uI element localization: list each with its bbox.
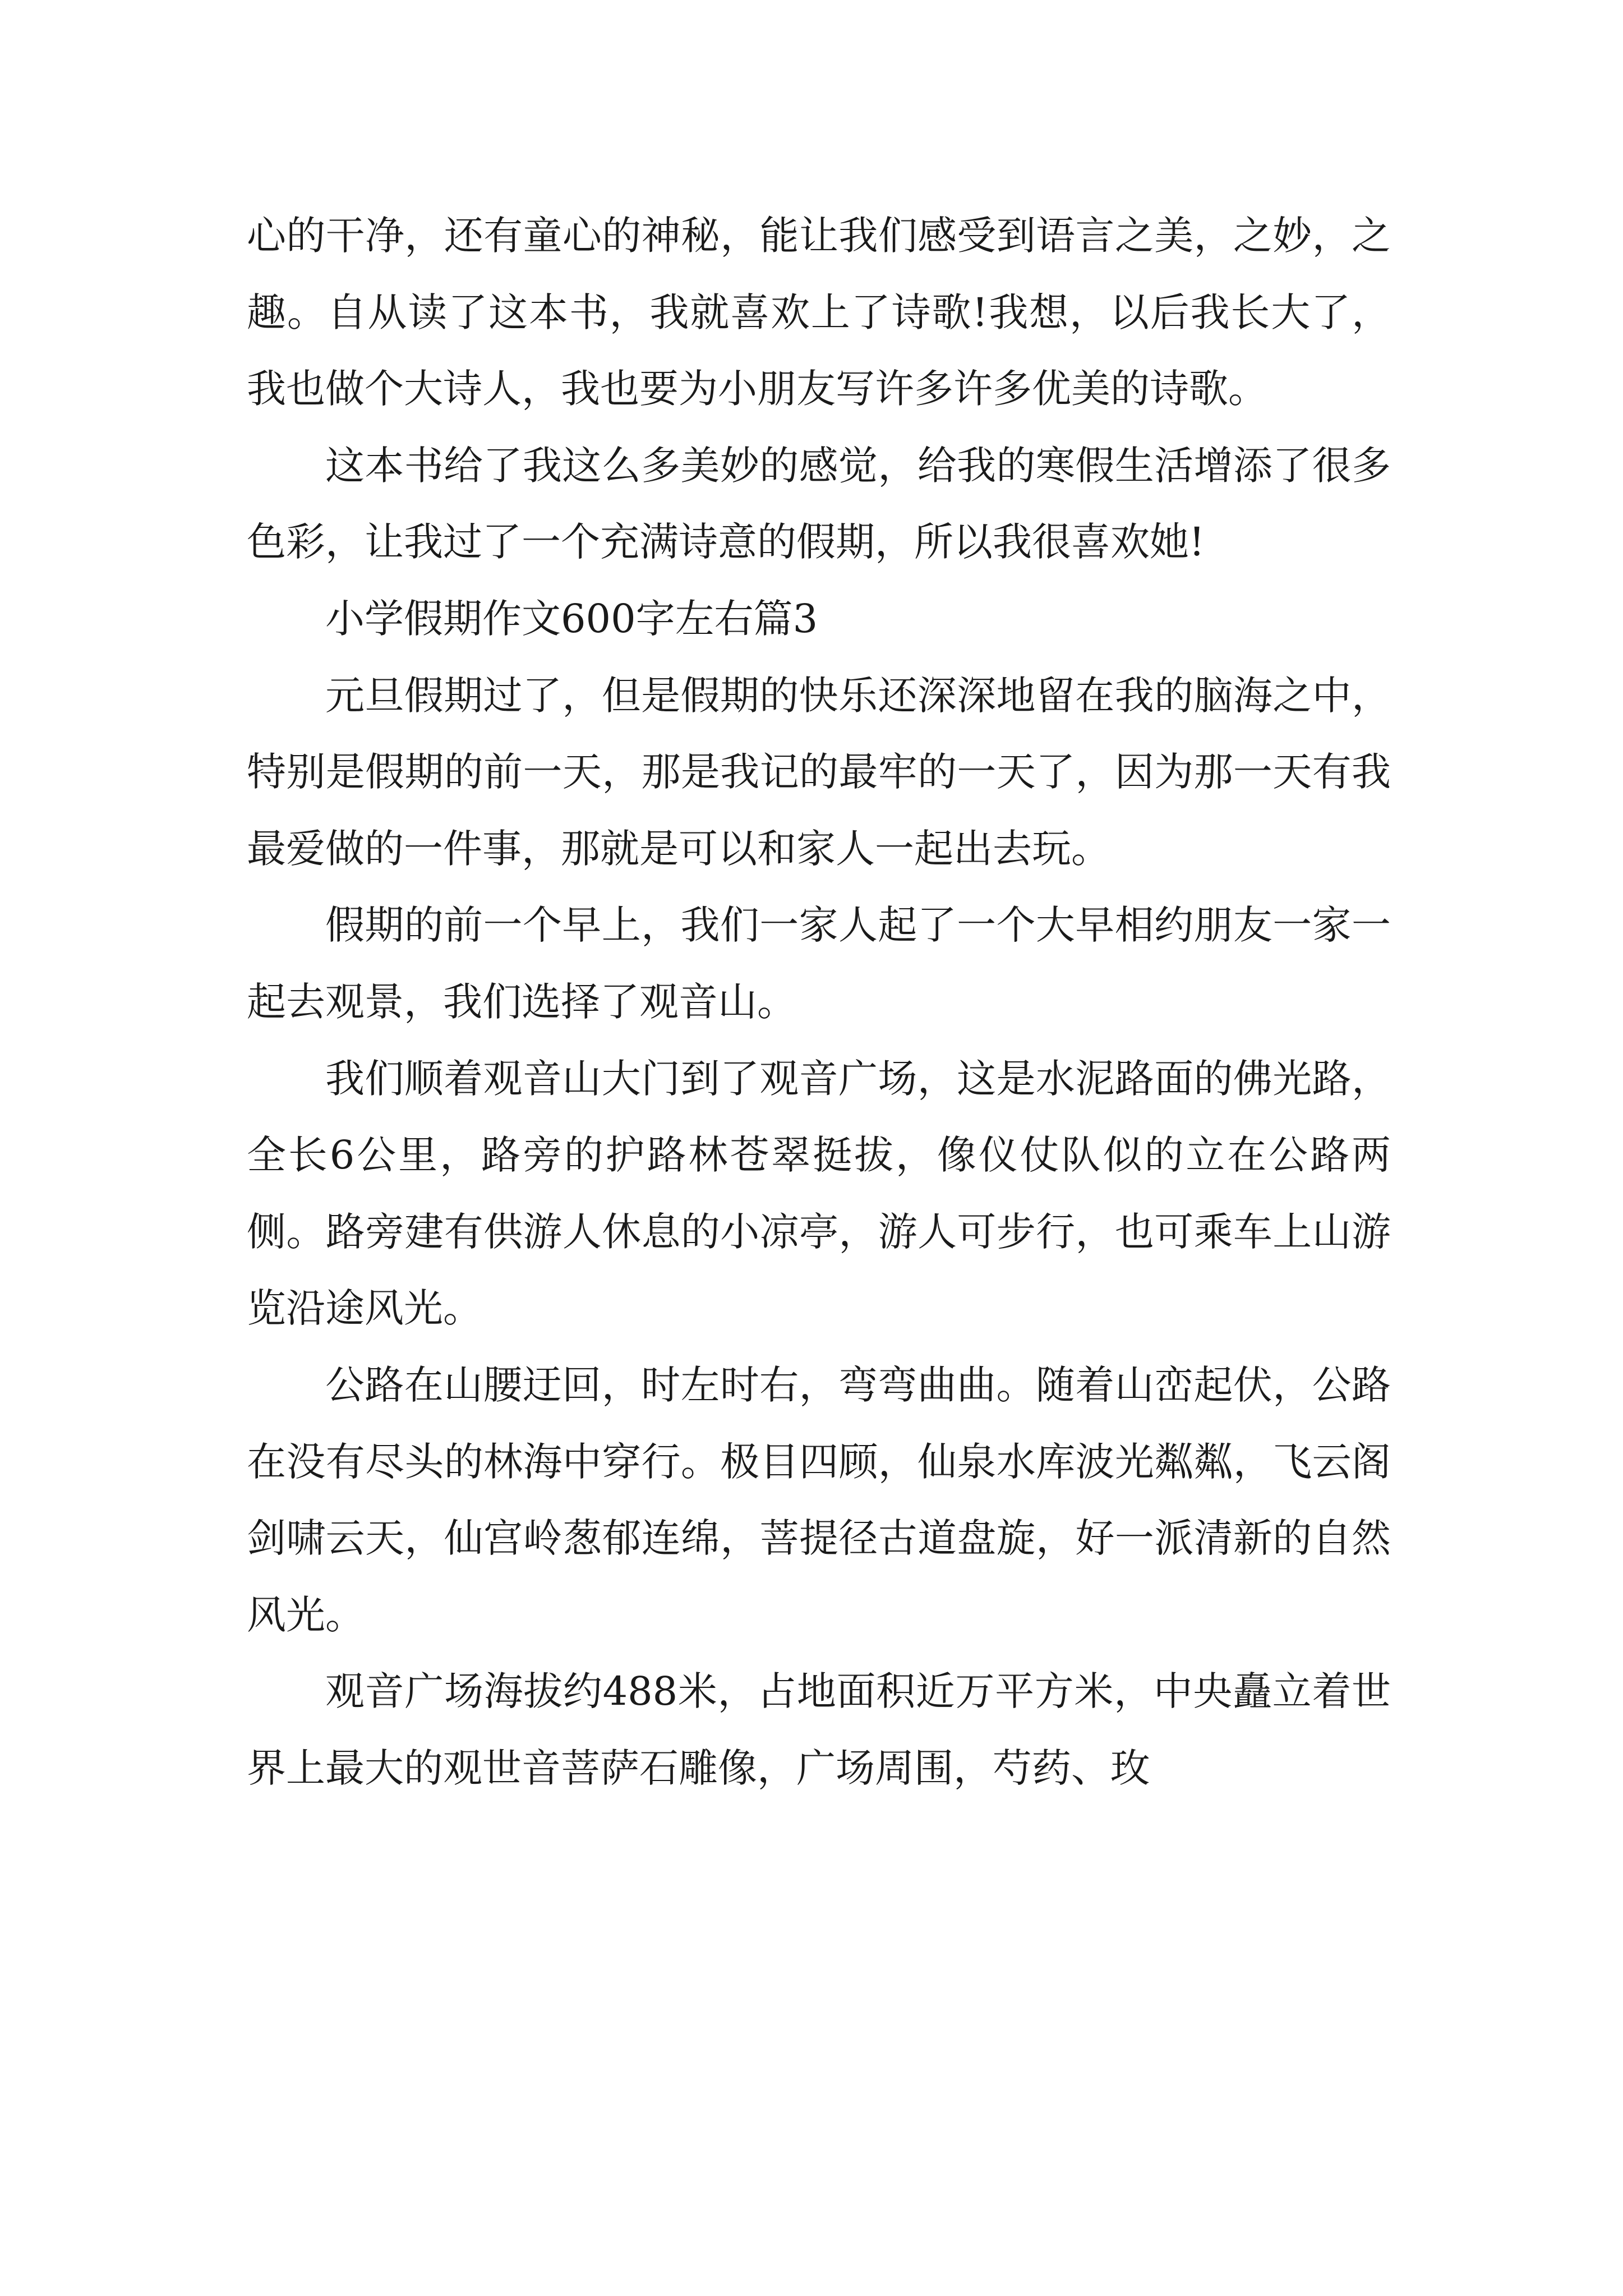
- paragraph-1: 心的干净，还有童心的神秘，能让我们感受到语言之美，之妙，之趣。自从读了这本书，我就喜欢上了诗歌!我想，以后我长大了，我也做个大诗人，我也要为小朋友写许多许多优美的诗歌。: [247, 213, 1391, 412]
- paragraph-2: 这本书给了我这么多美妙的感觉，给我的寒假生活增添了很多色彩，让我过了一个充满诗意的假期，所以我很喜欢她!: [247, 442, 1391, 565]
- document-body: [247, 197, 1391, 1806]
- paragraph-5: 我们顺着观音山大门到了观音广场，这是水泥路面的佛光路，全长6公里，路旁的护路林苍翠挺拔，像仪仗队似的立在公路两侧。路旁建有供游人休息的小凉亭，游人可步行，也可乘车上山游览沿途风光。: [247, 1055, 1391, 1332]
- section-heading: 小学假期作文600字左右篇3: [325, 595, 818, 642]
- paragraph-6: 公路在山腰迂回，时左时右，弯弯曲曲。随着山峦起伏，公路在没有尽头的林海中穿行。极目四顾，仙泉水库波光粼粼，飞云阁剑啸云天，仙宫岭葱郁连绵，菩提径古道盘旋，好一派清新的自然风光。: [247, 1361, 1391, 1638]
- paragraph-7: 观音广场海拔约488米，占地面积近万平方米，中央矗立着世界上最大的观世音菩萨石雕像，广场周围，芍药、玫: [247, 1668, 1391, 1791]
- paragraph-3: 元旦假期过了，但是假期的快乐还深深地留在我的脑海之中，特别是假期的前一天，那是我记的最牢的一天了，因为那一天有我最爱做的一件事，那就是可以和家人一起出去玩。: [247, 672, 1391, 872]
- paragraph-4: 假期的前一个早上，我们一家人起了一个大早相约朋友一家一起去观景，我们选择了观音山。: [247, 902, 1391, 1025]
